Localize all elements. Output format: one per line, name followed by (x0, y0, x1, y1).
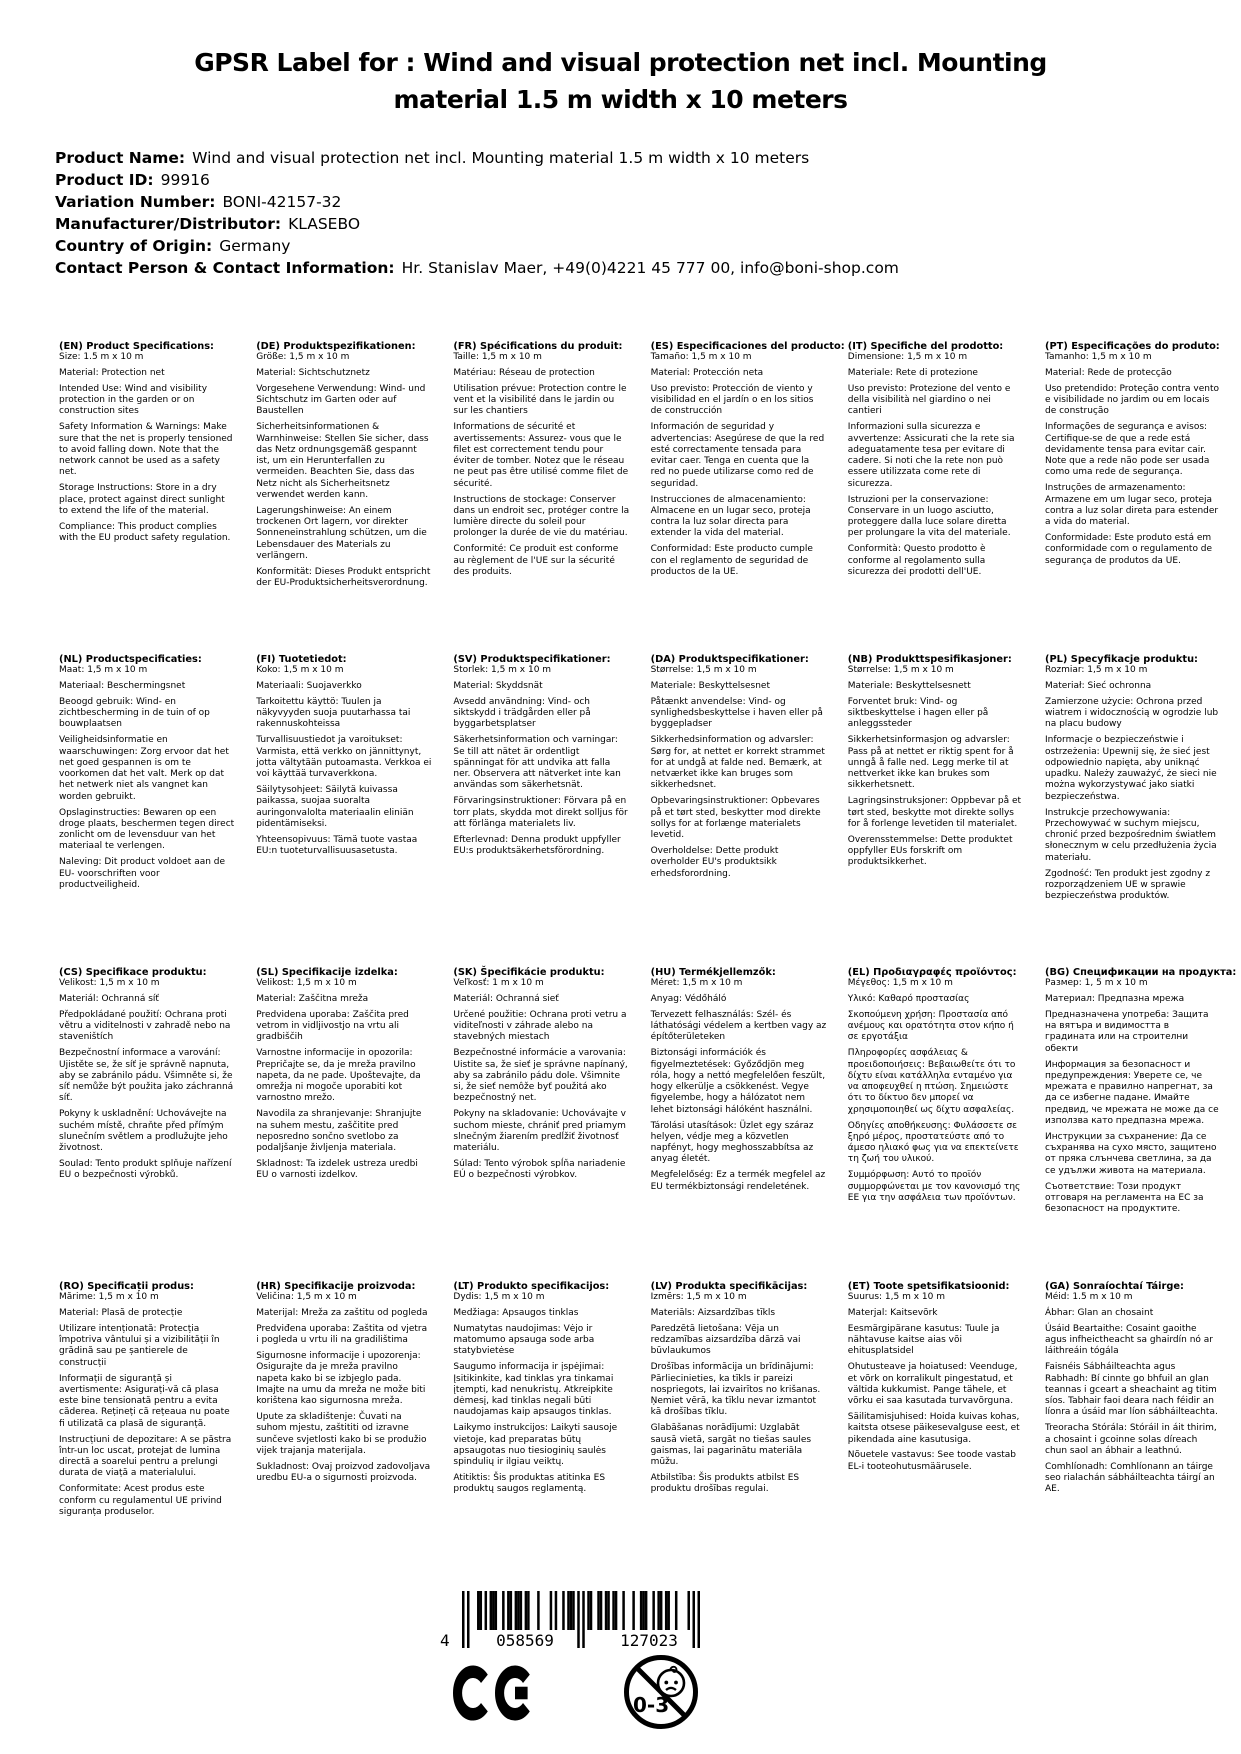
spec-paragraph: Zgodność: Ten produkt jest zgodny z rozporządzeniem UE w sprawie bezpieczeństwa produktów. (1045, 868, 1211, 902)
spec-paragraph: Pokyny na skladovanie: Uchovávajte v suchom mieste, chrániť pred priamym slnečným žiarením predĺžiť životnosť materiálu. (453, 1109, 626, 1154)
spec-block-title: (SK) Špecifikácie produktu: (453, 967, 605, 978)
spec-block-da (651, 654, 827, 884)
spec-paragraph: Size: 1.5 m x 10 m (59, 352, 144, 363)
spec-paragraph: Rozmiar: 1,5 m x 10 m (1045, 665, 1148, 676)
spec-paragraph: Předpokládané použití: Ochrana proti větru a viditelnosti v zahradě nebo na staveništích (59, 1009, 231, 1043)
spec-block-lv (651, 1281, 827, 1500)
spec-paragraph: Opslaginstructies: Bewaren op een droge plaats, beschermen tegen direct zonlicht om de levensduur van het materiaal te verlengen. (59, 807, 235, 852)
spec-paragraph: Materjal: Kaitsevõrk (847, 1308, 938, 1319)
spec-paragraph: Informazioni sulla sicurezza e avvertenze: Assicurati che la rete sia adeguatamente tesa per evitare di cadere. Si noti che la rete non può essere utilizzata come rete di sicurezza. (847, 422, 1015, 489)
spec-paragraph: Koko: 1,5 m x 10 m (256, 665, 344, 676)
spec-paragraph: Instructions de stockage: Conserver dans un endroit sec, protéger contre la lumière directe du soleil pour prolonger la durée de vie du matériau. (453, 494, 630, 539)
spec-block-title: (RO) Specificații produs: (59, 1281, 194, 1292)
spec-paragraph: Overensstemmelse: Dette produktet oppfyller EUs forskrift om produktsikkerhet. (847, 834, 1013, 868)
spec-paragraph: Bezpečnostní informace a varování: Ujistěte se, že síť je správně napnuta, aby se zabránilo pádu. Všimněte si, že síť nemůže být použita jako záchranná síť. (59, 1048, 234, 1104)
spec-paragraph: Materiale: Beskyttelsesnet (650, 681, 770, 692)
spec-block-title: (DE) Produktspezifikationen: (256, 341, 416, 352)
spec-block-title: (NL) Productspecificaties: (59, 654, 202, 665)
spec-block-ro (59, 1281, 235, 1523)
spec-paragraph: Určené použitie: Ochrana proti vetru a viditeľnosti v záhrade alebo na stavebných miestach (453, 1009, 627, 1043)
spec-paragraph: Tamanho: 1,5 m x 10 m (1045, 352, 1152, 363)
spec-block-title: (NB) Produkttspesifikasjoner: (847, 654, 1012, 665)
spec-paragraph: Efterlevnad: Denna produkt uppfyller EU:s produktsäkerhetsförordning. (453, 834, 621, 856)
spec-paragraph: Materiaali: Suojaverkko (256, 681, 362, 692)
spec-paragraph: Intended Use: Wind and visibility protection in the garden or on construction sites (59, 383, 208, 417)
spec-paragraph: Faisnéis Sábháilteachta agus Rabhadh: Bí cinnte go bhfuil an glan teannas i gceart a sheachaint ag titim síos. Tabhair faoi deara nach féidir an líonra a úsáid mar líon sábháilteachta. (1045, 1362, 1218, 1418)
spec-paragraph: Overholdelse: Dette produkt overholder EU's produktsikk erhedsforordning. (650, 845, 779, 879)
product-info-row (55, 257, 899, 279)
spec-block-title: (HU) Termékjellemzők: (650, 967, 776, 978)
spec-paragraph: Συμμόρφωση: Αυτό το προϊόν συμμορφώνεται με τον κανονισμό της ΕΕ για την ασφάλεια των προϊόντων. (847, 1170, 1021, 1203)
spec-block-title: (BG) Спецификации на продукта: (1045, 967, 1237, 978)
spec-paragraph: Lagerungshinweise: An einem trockenen Ort lagern, vor direkter Sonneneinstrahlung schützen, um die Lebensdauer des Materials zu verlängern. (256, 505, 427, 562)
spec-paragraph: Saugumo informacija ir įspėjimai: Įsitikinkite, kad tinklas yra tinkamai įtempti, kad nenukristų. Atkreipkite dėmesį, kad tinklas negali būti naudojamas kaip apsaugos tinklas. (453, 1362, 614, 1418)
spec-paragraph: Atbilstība: Šis produkts atbilst ES produktu drošības regulai. (650, 1472, 800, 1495)
spec-paragraph: Материал: Предпазна мрежа (1045, 994, 1185, 1005)
spec-paragraph: Υλικό: Καθαρό προστασίας (847, 994, 970, 1005)
spec-block-title: (FI) Tuotetiedot: (256, 654, 347, 665)
spec-paragraph: Conformità: Questo prodotto è conforme al regolamento sulla sicurezza dei prodotti dell'UE. (847, 544, 986, 577)
spec-block-sv (453, 654, 629, 862)
spec-paragraph: Размер: 1, 5 m x 10 m (1045, 978, 1148, 989)
spec-paragraph: Taille: 1,5 m x 10 m (453, 352, 542, 363)
spec-block-title: (PL) Specyfikacje produktu: (1045, 654, 1198, 665)
spec-paragraph: Material: Zaščitna mreža (256, 994, 369, 1005)
product-info-label: Manufacturer/Distributor: (55, 215, 282, 233)
spec-paragraph: Größe: 1,5 m x 10 m (256, 352, 350, 363)
spec-paragraph: Anyag: Védőháló (650, 994, 727, 1005)
spec-block-pl (1045, 654, 1221, 907)
spec-paragraph: Drošības informācija un brīdinājumi: Pārliecinieties, ka tīkls ir pareizi nospriegots, lai izvairītos no krišanas. Ņemiet vērā, ka tīklu nevar izmantot kā drošības tīklu. (650, 1362, 821, 1418)
spec-paragraph: Conformidade: Este produto está em conformidade com o regulamento de segurança de produtos da UE. (1045, 532, 1213, 566)
spec-paragraph: Информация за безопасност и предупреждения: Уверете се, че мрежата е правилно напрегнат, за да се избегне падане. Имайте предвид, че мрежата не може да се използва като предпазна мрежа. (1045, 1059, 1219, 1127)
product-info-value: 99916 (160, 171, 210, 189)
spec-paragraph: Velikost: 1,5 m x 10 m (59, 978, 160, 989)
spec-paragraph: Material: Plasă de protecție (59, 1308, 183, 1319)
spec-paragraph: Ábhar: Glan an chosaint (1045, 1308, 1154, 1319)
product-info-row (55, 213, 899, 235)
spec-paragraph: Instrukcje przechowywania: Przechowywać w suchym miejscu, chronić przed bezpośrednim światłem słonecznym w celu przedłużenia życia materiału. (1045, 807, 1217, 863)
spec-paragraph: Comhlíonadh: Comhlíonann an táirge seo rialachán sábháilteachta táirgí an AE. (1045, 1461, 1215, 1495)
spec-paragraph: Glabāšanas norādījumi: Uzglabāt sausā vietā, sargāt no tiešas saules gaismas, lai pagarinātu materiāla mūžu. (650, 1423, 812, 1468)
spec-block-title: (EL) Προδιαγραφές προϊόντος: (847, 967, 1017, 978)
spec-paragraph: Yhteensopivuus: Tämä tuote vastaa EU:n tuoteturvallisuusasetusta. (256, 834, 418, 856)
spec-block-cs (59, 967, 235, 1186)
spec-paragraph: Material: Skyddsnät (453, 681, 543, 692)
spec-paragraph: Suurus: 1,5 m x 10 m (847, 1292, 945, 1303)
product-info-row (55, 191, 899, 213)
spec-paragraph: Tarkoitettu käyttö: Tuulen ja näkyvyyden suoja puutarhassa tai rakennuskohteissa (256, 696, 411, 730)
spec-paragraph: Materiale: Rete di protezione (847, 368, 978, 379)
product-info-value: Germany (219, 237, 291, 255)
spec-paragraph: Μέγεθος: 1,5 m x 10 m (847, 978, 953, 989)
spec-block-title: (LV) Produkta specifikācijas: (650, 1281, 808, 1292)
product-info-row (55, 235, 899, 257)
spec-paragraph: Información de seguridad y advertencias: Asegúrese de que la red esté correctamente tensada para evitar caer. Tenga en cuenta que la red no puede utilizarse como red de seguridad. (650, 422, 825, 489)
spec-paragraph: Πληροφορίες ασφάλειας & προειδοποιήσεις: Βεβαιωθείτε ότι το δίχτυ είναι κατάλληλα ενταμένο για να αποφευχθεί η πτώση. Σημειώστε ότι το δίκτυο δεν μπορεί να χρησιμοποιηθεί ως δίχτυ ασφαλείας. (847, 1048, 1016, 1115)
spec-paragraph: Предназначена употреба: Защита на вятъра и видимостта в градината или на строителни обекти (1045, 1009, 1209, 1054)
spec-paragraph: Eesmärgipärane kasutus: Tuule ja nähtavuse kaitse aias või ehitusplatsidel (847, 1323, 1000, 1357)
spec-paragraph: Veľkosť: 1 m x 10 m (453, 978, 544, 989)
barcode-group1: 058569 (496, 1631, 554, 1650)
spec-paragraph: Biztonsági információk és figyelmeztetések: Győződjön meg róla, hogy a nettó megfelelően feszült, hogy elkerülje a csökkenést. Vegye figyelembe, hogy a hálózatot nem lehet biztonsági hálóként használni. (650, 1048, 826, 1115)
spec-paragraph: Conformidad: Este producto cumple con el reglamento de seguridad de productos de la UE. (650, 544, 813, 577)
product-info-value: KLASEBO (288, 215, 361, 233)
spec-block-sk (453, 967, 629, 1186)
spec-block-title: (FR) Spécifications du produit: (453, 341, 623, 352)
product-info-value: Wind and visual protection net incl. Mounting material 1.5 m width x 10 meters (192, 149, 810, 167)
product-info (55, 147, 899, 279)
spec-paragraph: Σκοπούμενη χρήση: Προστασία από ανέμους και ορατότητα στον κήπο ή σε εργοτάξια (847, 1009, 1014, 1043)
spec-paragraph: Forventet bruk: Vind- og siktbeskyttelse i hagen eller på anleggssteder (847, 696, 989, 730)
spec-block-title: (PT) Especificações do produto: (1045, 341, 1220, 352)
spec-paragraph: Tamaño: 1,5 m x 10 m (650, 352, 752, 363)
spec-block-el (848, 967, 1024, 1209)
spec-paragraph: Uso pretendido: Proteção contra vento e visibilidade no jardim ou em locais de construção (1045, 383, 1220, 417)
spec-block-fi (256, 654, 432, 862)
spec-paragraph: Informations de sécurité et avertissements: Assurez- vous que le filet est correctement tendu pour éviter de tomber. Notez que le réseau ne peut pas être utilisé comme filet de sécurité. (453, 422, 629, 489)
spec-block-title: (ES) Especificaciones del producto: (650, 341, 845, 352)
spec-paragraph: Sigurnosne informacije i upozorenja: Osigurajte da je mreža pravilno napeta kako bi se izbjeglo pada. Imajte na umu da mreža ne može biti korištena kao sigurnosna mreža. (256, 1350, 426, 1407)
spec-paragraph: Materijal: Mreža za zaštitu od pogleda (256, 1308, 428, 1319)
spec-paragraph: Dimensione: 1,5 m x 10 m (847, 352, 968, 363)
spec-paragraph: Skladnost: Ta izdelek ustreza uredbi EU o varnosti izdelkov. (256, 1158, 418, 1181)
spec-paragraph: Navodila za shranjevanje: Shranjujte na suhem mestu, zaščitite pred neposredno sončno svetlobo za podaljšanje življenja materiala. (256, 1109, 422, 1154)
spec-paragraph: Velikost: 1,5 m x 10 m (256, 978, 357, 989)
spec-block-bg (1045, 967, 1237, 1220)
spec-paragraph: Materiale: Beskyttelsesnett (847, 681, 971, 692)
spec-paragraph: Säilytysohjeet: Säilytä kuivassa paikassa, suojaa suoralta auringonvalolta materiaalin eliniän pidentämiseksi. (256, 784, 414, 829)
product-info-label: Country of Origin: (55, 237, 213, 255)
ce-mark-icon (452, 1664, 536, 1726)
spec-block-title: (CS) Specifikace produktu: (59, 967, 207, 978)
spec-block-pt (1045, 341, 1221, 571)
spec-block-title: (HR) Specifikacije proizvoda: (256, 1281, 416, 1292)
spec-paragraph: Atitiktis: Šis produktas atitinka ES produktų saugos reglamentą. (453, 1472, 606, 1495)
product-info-row (55, 147, 899, 169)
product-info-label: Product ID: (55, 171, 154, 189)
spec-paragraph: Zamierzone użycie: Ochrona przed wiatrem i widocznością w ogrodzie lub na placu budowy (1045, 696, 1219, 730)
spec-paragraph: Maat: 1,5 m x 10 m (59, 665, 148, 676)
spec-paragraph: Veiligheidsinformatie en waarschuwingen: Zorg ervoor dat het net goed gespannen is om te voorkomen dat het valt. Merk op dat het netwerk niet als vangnet kan worden gebruikt. (59, 735, 229, 802)
spec-paragraph: Material: Protection net (59, 368, 165, 379)
spec-paragraph: Säkerhetsinformation och varningar: Se till att nätet är ordentligt spänningat för att undvika att falla ner. Observera att nätverket inte kan användas som säkerhetsnät. (453, 735, 621, 791)
spec-paragraph: Opbevaringsinstruktioner: Opbevares på et tørt sted, beskytter mod direkte sollys for at forlænge materialets levetid. (650, 796, 821, 841)
spec-paragraph: Material: Rede de protecção (1045, 368, 1172, 379)
spec-paragraph: Predviđena uporaba: Zaštita od vjetra i pogleda u vrtu ili na gradilištima (256, 1323, 428, 1346)
spec-paragraph: Safety Information & Warnings: Make sure that the net is properly tensioned to avoid falling down. Note that the network cannot be used as a safety net. (59, 422, 233, 478)
spec-paragraph: Mărime: 1,5 m x 10 m (59, 1292, 159, 1303)
spec-paragraph: Izmērs: 1,5 m x 10 m (650, 1292, 747, 1303)
spec-block-fr (453, 341, 629, 583)
spec-paragraph: Turvallisuustiedot ja varoitukset: Varmista, että verkko on jännittynyt, jotta vältytään putoamasta. Verkkoa ei voi käyttää turvaverkkona. (256, 735, 432, 780)
spec-block-hu (651, 967, 827, 1197)
spec-paragraph: Numatytas naudojimas: Vėjo ir matomumo apsauga sode arba statybvietėse (453, 1323, 595, 1357)
spec-paragraph: Varnostne informacije in opozorila: Prepričajte se, da je mreža pravilno napeta, da ne pade. Upoštevajte, da omrežja ni mogoče uporabiti kot varnostno mrežo. (256, 1048, 421, 1104)
spec-paragraph: Ohutusteave ja hoiatused: Veenduge, et võrk on korralikult pingestatud, et vältida kukkumist. Pange tähele, et võrku ei saa kasutada turvavõrguna. (847, 1362, 1018, 1407)
spec-paragraph: Informações de segurança e avisos: Certifique-se de que a rede está devidamente tensa para evitar cair. Note que a rede não pode ser usada como uma rede de segurança. (1045, 422, 1210, 478)
spec-paragraph: Nõuetele vastavus: See toode vastab EL-i tooteohutusmäärusele. (847, 1450, 1017, 1472)
spec-paragraph: Säilitamisjuhised: Hoida kuivas kohas, kaitsta otsese päikesevalguse eest, et pikendada aine kasutusiga. (847, 1411, 1020, 1445)
spec-paragraph: Súlad: Tento výrobok spĺňa nariadenie EÚ o bezpečnosti výrobkov. (453, 1158, 626, 1181)
spec-paragraph: Størrelse: 1,5 m x 10 m (847, 665, 954, 676)
spec-paragraph: Instrucciones de almacenamiento: Almacene en un lugar seco, proteja contra la luz solar directa para extender la vida del material. (650, 494, 811, 539)
page-title-line2: material 1.5 m width x 10 meters (393, 85, 848, 114)
spec-block-et (848, 1281, 1024, 1477)
spec-paragraph: Conformité: Ce produit est conforme au règlement de l'UE sur la sécurité des produits. (453, 544, 619, 577)
product-info-label: Contact Person & Contact Information: (55, 259, 395, 277)
spec-paragraph: Størrelse: 1,5 m x 10 m (650, 665, 757, 676)
spec-paragraph: Naleving: Dit product voldoet aan de EU- voorschriften voor productveiligheid. (59, 857, 226, 890)
spec-paragraph: Lagringsinstruksjoner: Oppbevar på et tørt sted, beskytte mot direkte sollys for å forlenge levetiden til materialet. (847, 796, 1022, 829)
spec-block-title: (GA) Sonraíochtaí Táirge: (1045, 1281, 1184, 1292)
spec-block-sl (256, 967, 432, 1186)
spec-paragraph: Bezpečnostné informácie a varovania: Uistite sa, že sieť je správne napínaný, aby sa zabránilo pádu dole. Všimnite si, že sieť nemôže byť použitá ako bezpečnostný net. (453, 1048, 628, 1104)
spec-block-ga (1045, 1281, 1221, 1500)
spec-paragraph: Инструкции за съхранение: Да се съхранява на сухо място, защитено от пряка слънчева светлина, за да се удължи живота на материала. (1045, 1131, 1217, 1176)
spec-block-title: (EN) Product Specifications: (59, 341, 214, 352)
spec-paragraph: Sicherheitsinformationen & Warnhinweise: Stellen Sie sicher, dass das Netz ordnungsgemäß gespannt ist, um ein Herunterfallen zu vermeiden. Beachten Sie, dass das Netz nicht als Sicherheitsnetz verwendet werden kann. (256, 422, 429, 501)
spec-block-title: (ET) Toote spetsifikatsioonid: (847, 1281, 1010, 1292)
spec-paragraph: Materiāls: Aizsardzības tīkls (650, 1308, 776, 1319)
spec-paragraph: Megfelelőség: Ez a termék megfelel az EU termékbiztonsági rendeletének. (650, 1170, 826, 1192)
spec-paragraph: Paredzētā lietošana: Vēja un redzamības aizsardzība dārzā vai būvlaukumos (650, 1323, 801, 1357)
spec-paragraph: Påtænkt anvendelse: Vind- og synlighedsbeskyttelse i haven eller på byggepladser (650, 696, 823, 730)
spec-paragraph: Utilisation prévue: Protection contre le vent et la visibilité dans le jardin ou sur les chantiers (453, 383, 627, 417)
spec-block-en (59, 341, 235, 549)
spec-paragraph: Pokyny k uskladnění: Uchovávejte na suchém místě, chraňte před přímým slunečním světlem a prodlužujte jeho životnost. (59, 1109, 228, 1154)
spec-paragraph: Beoogd gebruik: Wind- en zichtbescherming in de tuin of op bouwplaatsen (59, 696, 210, 730)
barcode-lead-digit: 4 (440, 1631, 450, 1650)
spec-paragraph: Veličina: 1,5 m x 10 m (256, 1292, 357, 1303)
spec-paragraph: Sukladnost: Ovaj proizvod zadovoljava uredbu EU-a o sigurnosti proizvoda. (256, 1461, 431, 1483)
spec-paragraph: Upute za skladištenje: Čuvati na suhom mjestu, zaštititi od izravne sunčeve svjetlosti kako bi se produžio vijek trajanja materijala. (256, 1411, 427, 1456)
age-warning-0-3-icon (622, 1653, 700, 1735)
spec-paragraph: Sikkerhedsinformation og advarsler: Sørg for, at nettet er korrekt strammet for at undgå at falde ned. Bemærk, at netværket ikke kan bruges som sikkerhedsnet. (650, 735, 825, 791)
spec-paragraph: Οδηγίες αποθήκευσης: Φυλάσσετε σε ξηρό μέρος, προστατεύστε από το άμεσο ηλιακό φως για να επεκτείνετε τη ζωή του υλικού. (847, 1120, 1019, 1165)
product-info-value: Hr. Stanislav Maer, +49(0)4221 45 777 00, info@boni-shop.com (401, 259, 899, 277)
spec-paragraph: Material: Sichtschutznetz (256, 368, 370, 379)
product-info-label: Variation Number: (55, 193, 216, 211)
spec-paragraph: Sikkerhetsinformasjon og advarsler: Pass på at nettet er riktig spent for å unngå å falle ned. Legg merke til at nettverket ikke kan brukes som sikkerhetsnett. (847, 735, 1014, 791)
spec-paragraph: Съответствие: Този продукт отговаря на регламента на ЕС за безопасност на продуктите. (1045, 1181, 1204, 1215)
spec-paragraph: Predvidena uporaba: Zaščita pred vetrom in vidljivostjo na vrtu ali gradbiščih (256, 1009, 409, 1043)
spec-block-hr (256, 1281, 432, 1489)
spec-paragraph: Instrucțiuni de depozitare: A se păstra într-un loc uscat, protejat de lumina directă a soarelui pentru a prelungi durata de viață a materialului. (59, 1434, 232, 1479)
spec-block-lt (453, 1281, 629, 1500)
spec-paragraph: Materiál: Ochranná sieť (453, 994, 559, 1005)
spec-block-title: (IT) Specifiche del prodotto: (847, 341, 1004, 352)
spec-paragraph: Laikymo instrukcijos: Laikyti sausoje vietoje, kad preparatas būtų apsaugotas nuo tiesioginių saulės spindulių ir ilgiau veiktų. (453, 1423, 618, 1468)
spec-block-title: (SV) Produktspecifikationer: (453, 654, 611, 665)
spec-paragraph: Konformität: Dieses Produkt entspricht der EU-Produktsicherheitsverordnung. (256, 566, 431, 589)
page-title-line1: GPSR Label for : Wind and visual protection net incl. Mounting (194, 48, 1047, 77)
spec-paragraph: Materiál: Ochranná síť (59, 994, 159, 1005)
spec-paragraph: Uso previsto: Protección de viento y visibilidad en el jardín o en los sitios de construcción (650, 383, 814, 417)
spec-paragraph: Soulad: Tento produkt splňuje nařízení EU o bezpečnosti výrobků. (59, 1158, 232, 1181)
spec-paragraph: Méret: 1,5 m x 10 m (650, 978, 743, 989)
spec-paragraph: Materiaal: Beschermingsnet (59, 681, 186, 692)
spec-paragraph: Vorgesehene Verwendung: Wind- und Sichtschutz im Garten oder auf Baustellen (256, 383, 426, 417)
spec-block-es (650, 341, 845, 583)
spec-block-title: (SL) Specifikacije izdelka: (256, 967, 398, 978)
spec-paragraph: Storage Instructions: Store in a dry place, protect against direct sunlight to extend the life of the material. (59, 483, 225, 516)
spec-block-title: (DA) Produktspecifikationer: (650, 654, 809, 665)
page-title (0, 44, 1241, 118)
spec-paragraph: Utilizare intenționată: Protecția împotriva vântului și a vizibilității în grădină sau pe șantierele de construcții (59, 1323, 220, 1368)
spec-paragraph: Tervezett felhasználás: Szél- és láthatósági védelem a kertben vagy az építőterületeken (650, 1009, 827, 1043)
spec-paragraph: Istruzioni per la conservazione: Conservare in un luogo asciutto, proteggere dalla luce solare diretta per prolungare la vita del materiale. (847, 494, 1011, 539)
product-info-row (55, 169, 899, 191)
spec-paragraph: Dydis: 1,5 m x 10 m (453, 1292, 545, 1303)
spec-paragraph: Conformitate: Acest produs este conform cu regulamentul UE privind siguranța produselor. (59, 1484, 222, 1517)
spec-block-title: (LT) Produkto specifikacijos: (453, 1281, 610, 1292)
spec-block-it (848, 341, 1024, 583)
age-warning-label: 0-3 (633, 1693, 670, 1717)
spec-paragraph: Avsedd användning: Vind- och siktskydd i trädgården eller på byggarbetsplatser (453, 696, 591, 730)
spec-paragraph: Treoracha Stórála: Stóráil in áit thirim, a chosaint i gcoinne solas díreach chun saol an ábhair a leathnú. (1045, 1423, 1217, 1456)
spec-paragraph: Material: Protección neta (650, 368, 764, 379)
spec-paragraph: Storlek: 1,5 m x 10 m (453, 665, 552, 676)
spec-block-de (256, 341, 432, 594)
spec-paragraph: Tárolási utasítások: Üzlet egy száraz helyen, védje meg a közvetlen napfényt, hogy meghosszabbítsa az anyag életét. (650, 1120, 814, 1165)
spec-paragraph: Méid: 1.5 m x 10 m (1045, 1292, 1133, 1303)
spec-paragraph: Informații de siguranță și avertismente: Asigurați-vă că plasa este bine tensionată pentru a evita căderea. Rețineți că rețeaua nu poate fi utilizată ca plasă de siguranță. (59, 1373, 230, 1429)
product-info-label: Product Name: (55, 149, 186, 167)
spec-paragraph: Uso previsto: Protezione del vento e della visibilità nel giardino o nei cantieri (847, 383, 1011, 417)
spec-paragraph: Medžiaga: Apsaugos tinklas (453, 1308, 579, 1319)
spec-paragraph: Förvaringsinstruktioner: Förvara på en torr plats, skydda mot direkt solljus för att förlänga materialets liv. (453, 796, 628, 829)
spec-paragraph: Compliance: This product complies with the EU product safety regulation. (59, 521, 231, 543)
spec-paragraph: Materiał: Sieć ochronna (1045, 681, 1152, 692)
spec-paragraph: Matériau: Réseau de protection (453, 368, 595, 379)
spec-paragraph: Instruções de armazenamento: Armazene em um lugar seco, proteja contra a luz solar direta para estender a vida do material. (1045, 483, 1219, 528)
barcode-group2: 127023 (620, 1631, 678, 1650)
product-info-value: BONI-42157-32 (222, 193, 342, 211)
spec-paragraph: Úsáid Beartaithe: Cosaint gaoithe agus infheictheacht sa ghairdín nó ar láithreáin tógála (1045, 1323, 1213, 1357)
spec-paragraph: Informacje o bezpieczeństwie i ostrzeżenia: Upewnij się, że sieć jest odpowiednio napięta, aby uniknąć upadku. Należy zauważyć, że sieci nie można wykorzystywać jako siatki bezpieczeństwa. (1045, 735, 1217, 802)
spec-block-nb (848, 654, 1024, 873)
spec-block-nl (59, 654, 235, 896)
